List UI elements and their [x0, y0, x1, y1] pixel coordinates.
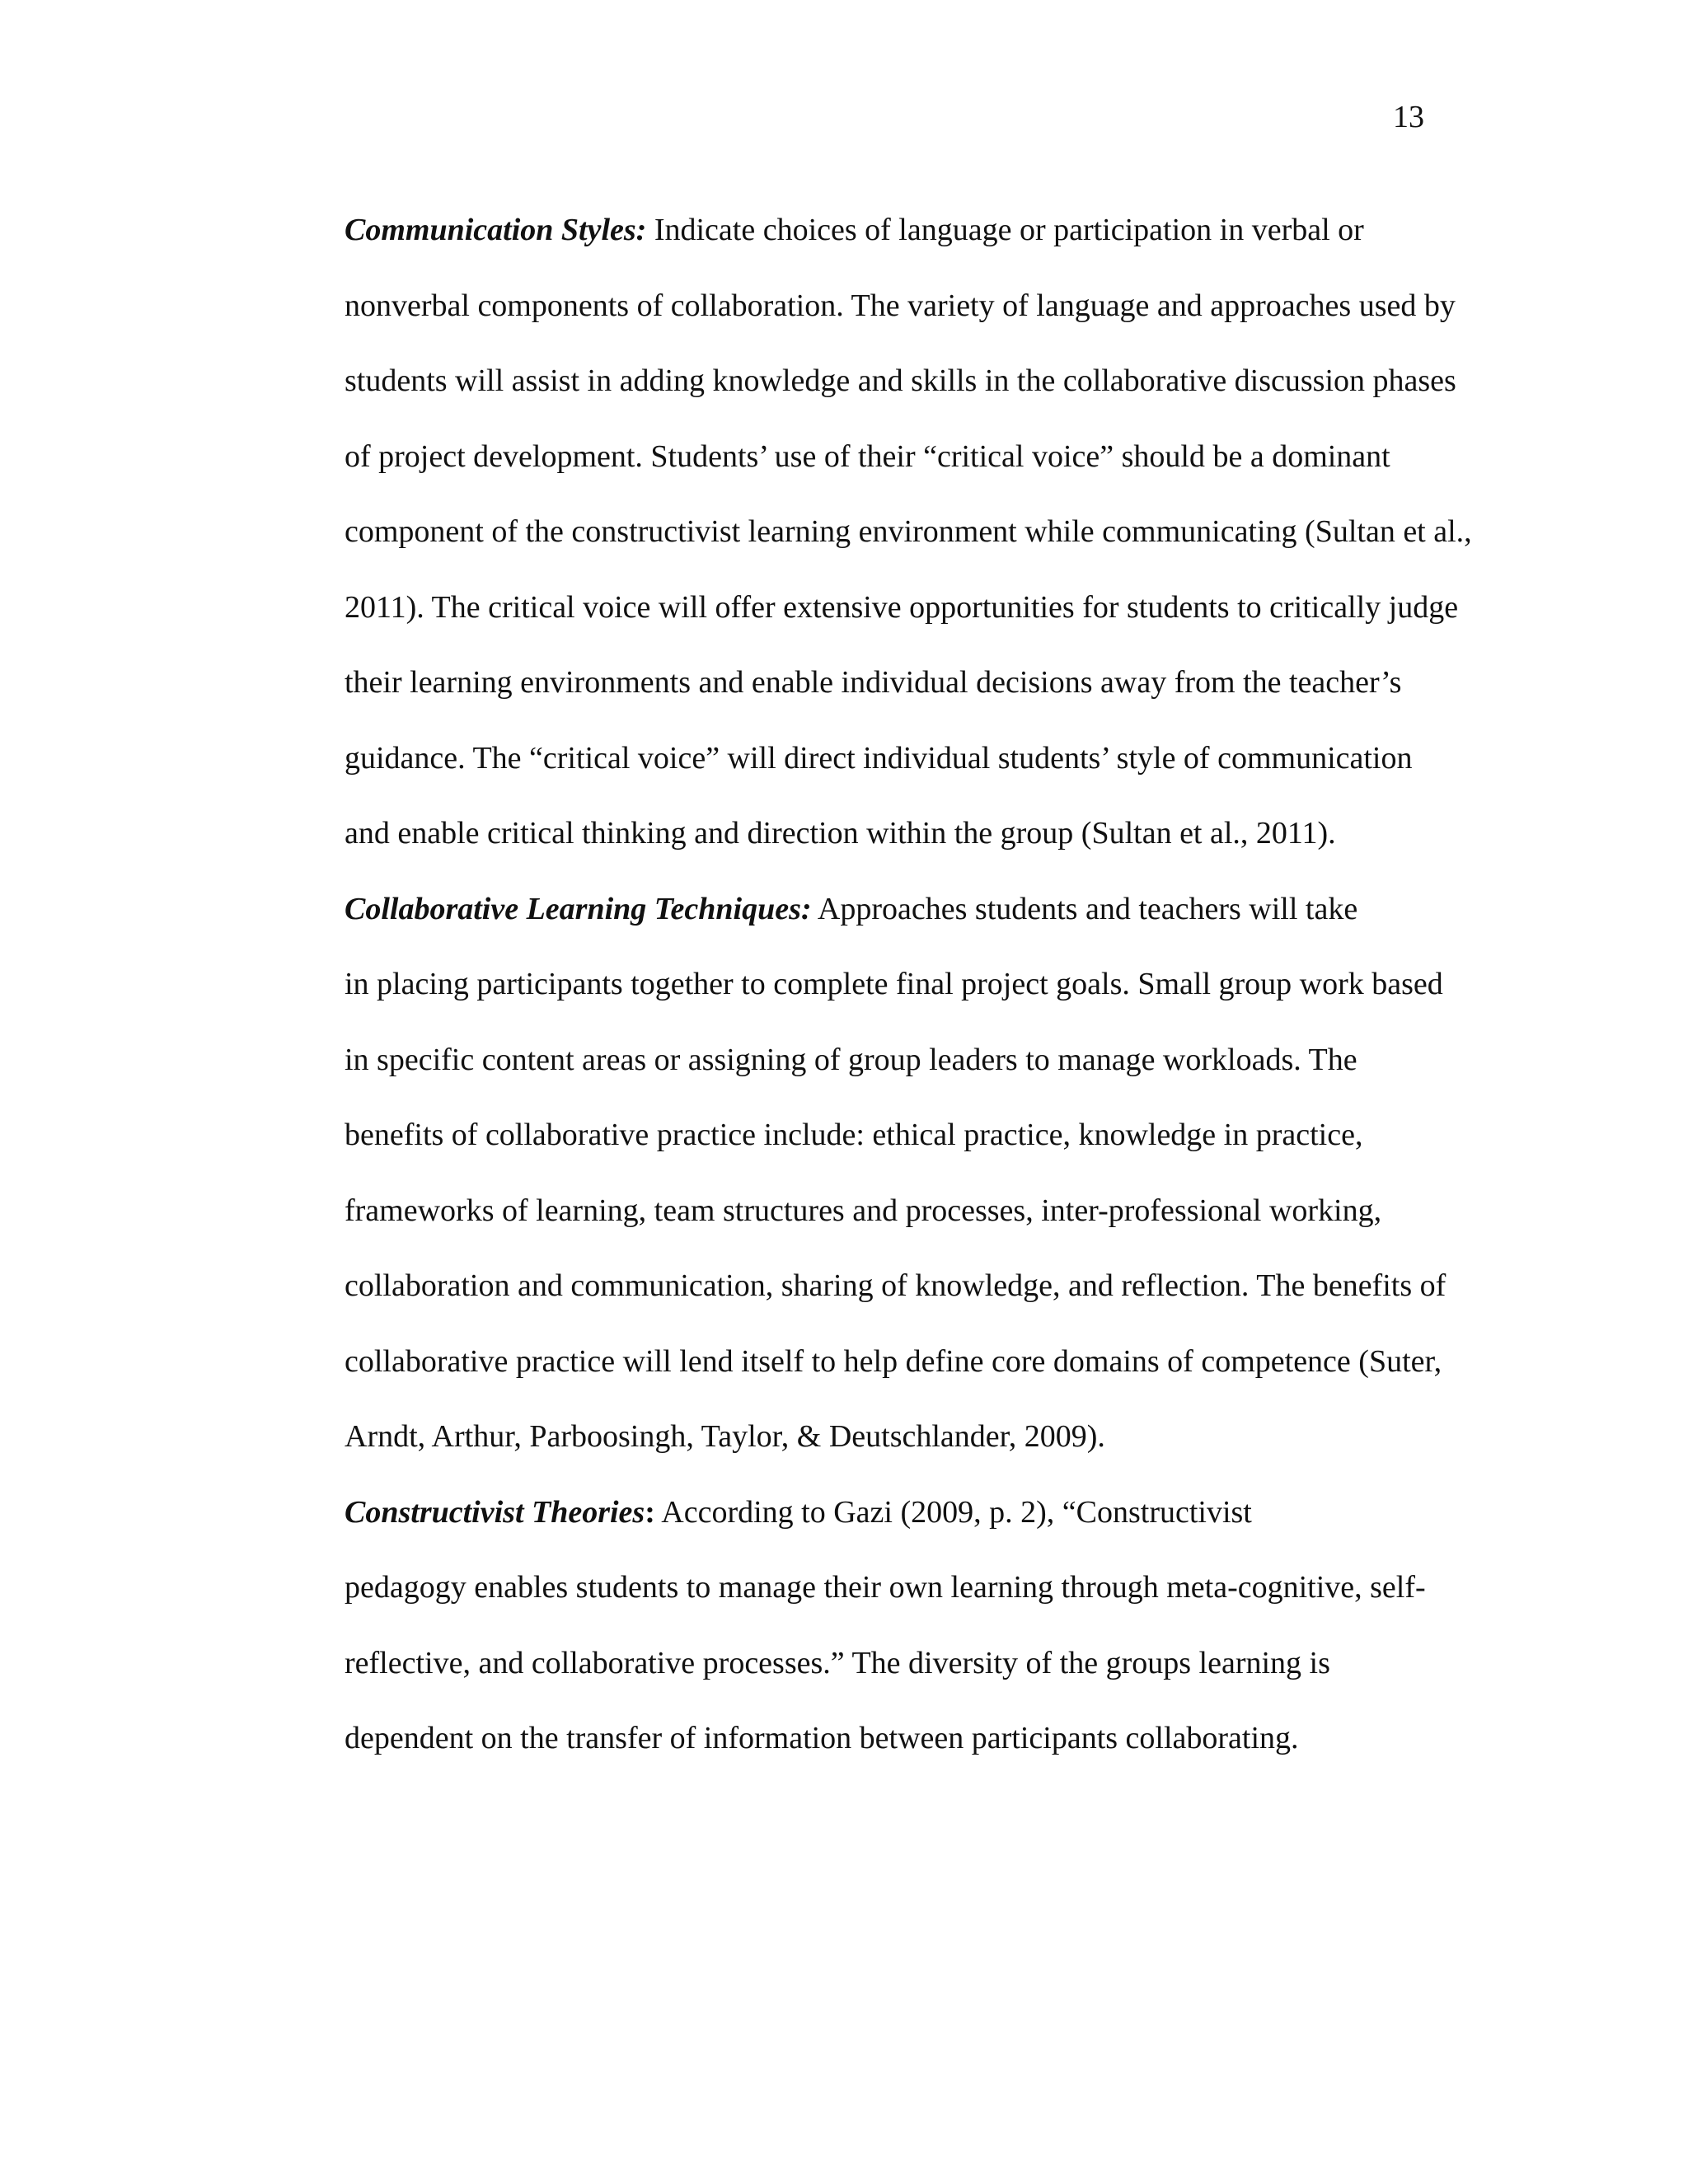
text-line: component of the constructivist learning environment while communicating (Sultan et al., — [345, 514, 1472, 549]
paragraph-constructivist-theories — [246, 1475, 1426, 1777]
text-line: collaborative practice will lend itself to help define core domains of competence (Suter, — [345, 1343, 1442, 1379]
text-line: benefits of collaborative practice include: ethical practice, knowledge in practice, — [345, 1118, 1363, 1152]
text-line: their learning environments and enable individual decisions away from the teacher’s — [345, 665, 1402, 700]
text-line: reflective, and collaborative processes.” The diversity of the groups learning is — [345, 1645, 1330, 1680]
text-line: 2011). The critical voice will offer extensive opportunities for students to critically judge — [345, 589, 1459, 625]
text-line: in placing participants together to complete final project goals. Small group work based — [345, 967, 1443, 1001]
paragraph-communication-styles — [246, 193, 1472, 872]
document-body — [246, 193, 1472, 1777]
paragraph-collaborative-learning-techniques — [246, 872, 1447, 1475]
paragraph-heading — [345, 1495, 655, 1530]
page-number: 13 — [1393, 100, 1424, 134]
text-line: Arndt, Arthur, Parboosingh, Taylor, & Deutschlander, 2009). — [345, 1419, 1105, 1454]
paragraph-heading-colon: : — [645, 1494, 655, 1530]
paragraph-heading: Collaborative Learning Techniques: — [345, 891, 812, 926]
text-line: Indicate choices of language or participation in verbal or — [646, 213, 1364, 247]
text-line: pedagogy enables students to manage their own learning through meta-cognitive, self- — [345, 1570, 1426, 1605]
text-line: nonverbal components of collaboration. The variety of language and approaches used by — [345, 288, 1456, 323]
text-line: in specific content areas or assigning of group leaders to manage workloads. The — [345, 1042, 1357, 1077]
paragraph-heading-text: Constructivist Theories — [345, 1494, 645, 1530]
paragraph-heading: Communication Styles: — [345, 213, 647, 247]
text-line: students will assist in adding knowledge and skills in the collaborative discussion phases — [345, 363, 1456, 398]
text-line: Approaches students and teachers will take — [811, 891, 1358, 926]
text-line: dependent on the transfer of information between participants collaborating. — [345, 1721, 1299, 1755]
text-line: According to Gazi (2009, p. 2), “Constructivist — [654, 1494, 1252, 1530]
text-line: frameworks of learning, team structures and processes, inter-professional working, — [345, 1193, 1382, 1228]
text-line: of project development. Students’ use of their “critical voice” should be a dominant — [345, 438, 1390, 474]
text-line: collaboration and communication, sharing of knowledge, and reflection. The benefits of — [345, 1268, 1447, 1303]
text-line: guidance. The “critical voice” will direct individual students’ style of communication — [345, 740, 1413, 776]
text-line: and enable critical thinking and direction within the group (Sultan et al., 2011). — [345, 816, 1336, 851]
